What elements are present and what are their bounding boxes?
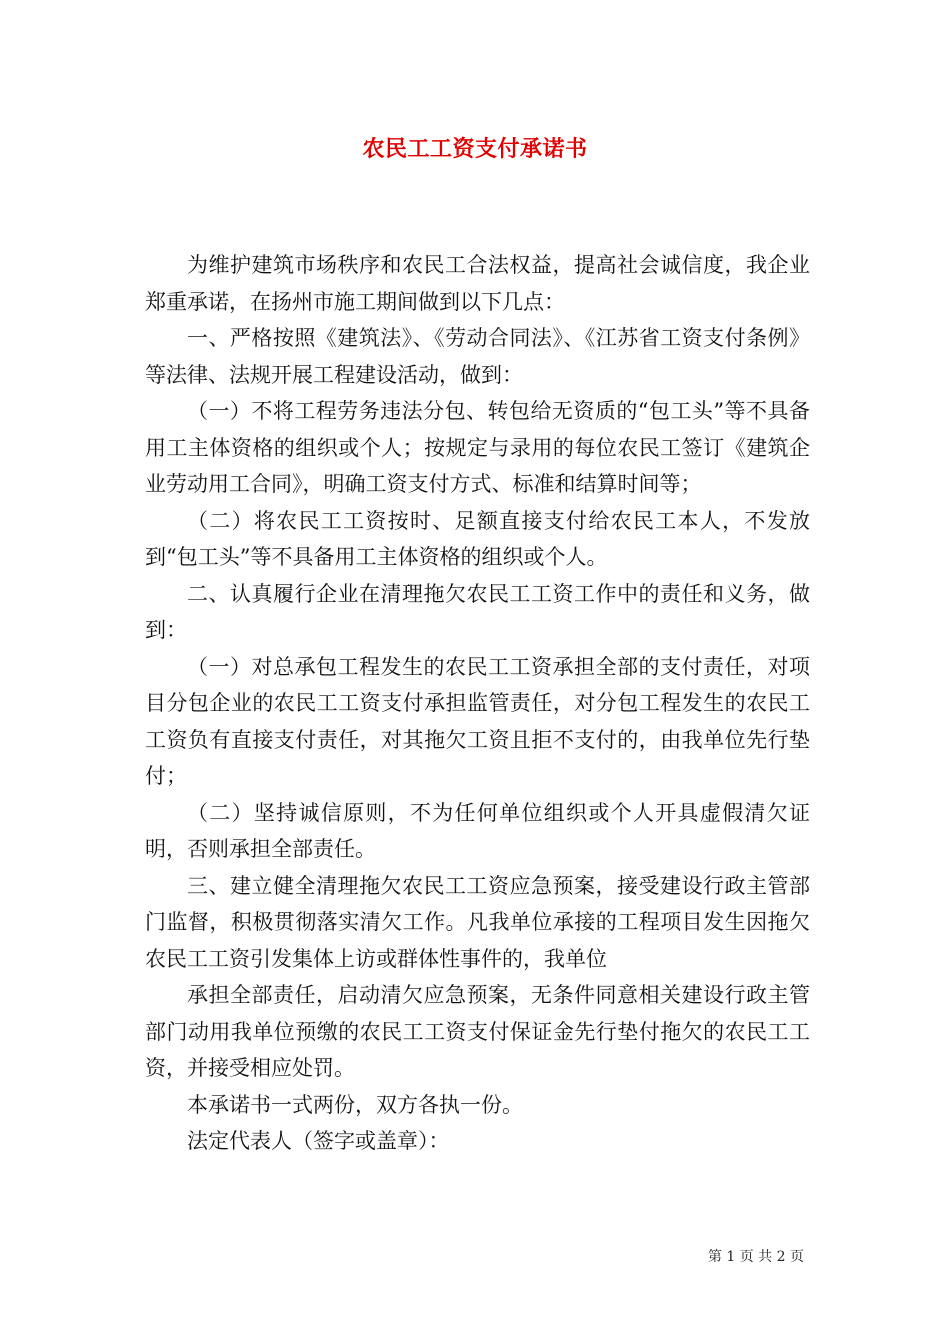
page-number-footer: 第 1 页 共 2 页 [707, 1249, 804, 1265]
paragraph-section-1-item-2: （二）将农民工工资按时、足额直接支付给农民工本人，不发放到“包工头”等不具备用工主体资格的组织或个人。 [145, 508, 810, 569]
paragraph-section-2-item-1: （一）对总承包工程发生的农民工工资承担全部的支付责任，对项目分包企业的农民工工资支付承担监管责任，对分包工程发生的农民工工资负有直接支付责任，对其拖欠工资且拒不支付的，由我单位先行垫付； [145, 654, 810, 788]
paragraph-section-2: 二、认真履行企业在清理拖欠农民工工资工作中的责任和义务，做到： [145, 581, 810, 642]
paragraph-copies: 本承诺书一式两份，双方各执一份。 [187, 1092, 523, 1117]
paragraph-signature: 法定代表人（签字或盖章）： [187, 1129, 450, 1153]
paragraph-section-2-item-2: （二）坚持诚信原则，不为任何单位组织或个人开具虚假清欠证明，否则承担全部责任。 [145, 800, 810, 861]
paragraph-section-1-item-1: （一）不将工程劳务违法分包、转包给无资质的“包工头”等不具备用工主体资格的组织或个人；按规定与录用的每位农民工签订《建筑企业劳动用工合同》，明确工资支付方式、标准和结算时间等； [145, 399, 810, 496]
document-body [145, 247, 810, 1160]
paragraph-section-1: 一、严格按照《建筑法》、《劳动合同法》、《江苏省工资支付条例》等法律、法规开展工程建设活动，做到： [145, 326, 810, 387]
paragraph-section-3-continued: 承担全部责任，启动清欠应急预案，无条件同意相关建设行政主管部门动用我单位预缴的农民工工资支付保证金先行垫付拖欠的农民工工资，并接受相应处罚。 [145, 983, 810, 1080]
paragraph-section-3: 三、建立健全清理拖欠农民工工资应急预案，接受建设行政主管部门监督，积极贯彻落实清欠工作。凡我单位承接的工程项目发生因拖欠农民工工资引发集体上访或群体性事件的，我单位 [145, 873, 810, 971]
document-title: 农民工工资支付承诺书 [362, 136, 588, 162]
paragraph-intro: 为维护建筑市场秩序和农民工合法权益，提高社会诚信度，我企业郑重承诺，在扬州市施工期间做到以下几点： [145, 253, 810, 314]
